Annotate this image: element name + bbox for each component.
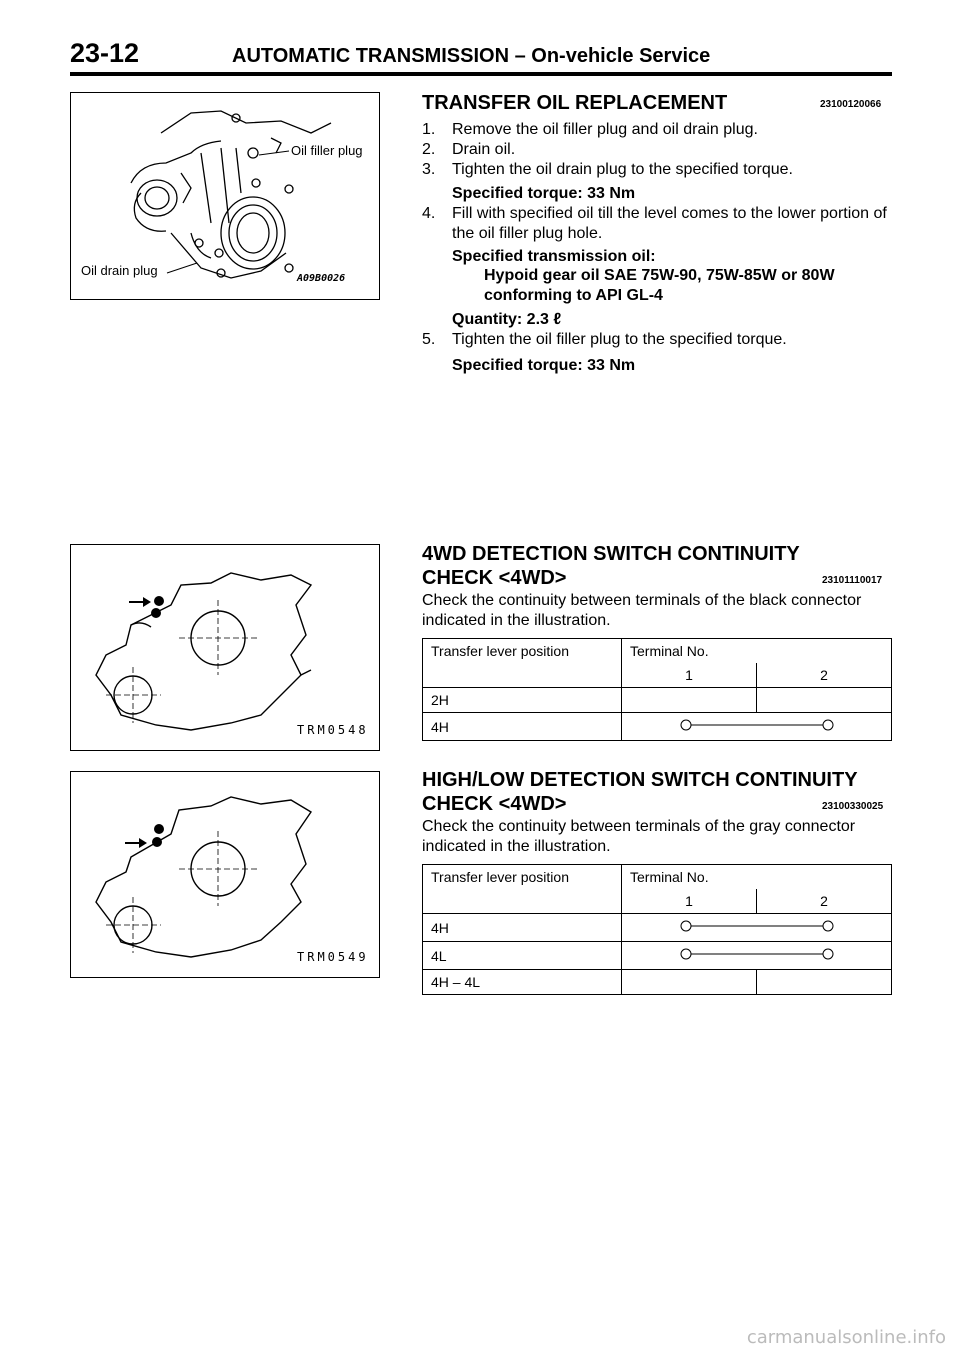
step-text: Remove the oil filler plug and oil drain plug.	[452, 121, 758, 138]
step-text: Fill with specified oil till the level comes to the lower portion of the oil filler plug hole.	[452, 205, 887, 242]
section-code: 23100330025	[822, 801, 884, 812]
page-title: AUTOMATIC TRANSMISSION – On-vehicle Service	[232, 45, 711, 67]
blank-cell	[423, 663, 622, 688]
section-title-4wd-line1: 4WD DETECTION SWITCH CONTINUITY	[422, 543, 800, 565]
step-4	[422, 204, 892, 244]
lever-position: 2H	[423, 688, 622, 713]
step-number: 4.	[422, 205, 436, 222]
oil-spec-value: Hypoid gear oil SAE 75W-90, 75W-85W or 80W conforming to API GL-4	[484, 267, 835, 304]
page-number: 23-12	[70, 38, 140, 68]
oil-drain-plug-label: Oil drain plug	[81, 263, 158, 278]
continuity-symbol	[622, 914, 890, 938]
continuity-symbol	[622, 713, 890, 737]
section-title-4wd-line2: CHECK <4WD>	[422, 567, 567, 589]
blank-cell	[423, 889, 622, 914]
step-number: 5.	[422, 331, 436, 348]
specified-torque-1: Specified torque: 33 Nm	[452, 185, 636, 202]
lever-position: 4H	[423, 914, 622, 942]
col-header-lever: Transfer lever position	[423, 639, 622, 664]
continuity-cell	[622, 914, 892, 942]
figure-code: A09B0026	[297, 273, 346, 284]
transfer-case-outline-drawing	[71, 545, 379, 750]
section-title-oil-replacement: TRANSFER OIL REPLACEMENT	[422, 92, 728, 114]
oil-spec-label: Specified transmission oil:	[452, 248, 656, 265]
table-row	[423, 914, 892, 942]
table-row	[423, 970, 892, 995]
col-header-terminal: Terminal No.	[622, 639, 892, 664]
step-number: 3.	[422, 161, 436, 178]
terminal-1-header: 1	[622, 663, 757, 688]
figure-code: TRM0548	[297, 723, 369, 737]
lever-position: 4H	[423, 713, 622, 741]
continuity-table-4wd	[422, 638, 892, 741]
terminal-2-header: 2	[756, 889, 891, 914]
figure-oil-plugs	[70, 92, 380, 300]
transfer-case-outline-drawing	[71, 772, 379, 977]
continuity-cell	[622, 713, 892, 741]
step-text: Tighten the oil drain plug to the specified torque.	[452, 161, 793, 178]
section-description: Check the continuity between terminals of the black connector indicated in the illustration.	[422, 592, 862, 629]
continuity-cell	[622, 942, 892, 970]
lever-position: 4L	[423, 942, 622, 970]
figure-code: TRM0549	[297, 950, 369, 964]
header-rule	[70, 72, 892, 76]
lever-position: 4H – 4L	[423, 970, 622, 995]
section-description: Check the continuity between terminals of the gray connector indicated in the illustration.	[422, 818, 856, 855]
figure-high-low-switch	[70, 771, 380, 978]
oil-filler-plug-label: Oil filler plug	[291, 143, 363, 158]
section-title-highlow-line1: HIGH/LOW DETECTION SWITCH CONTINUITY	[422, 769, 858, 791]
figure-4wd-switch	[70, 544, 380, 751]
table-row	[423, 942, 892, 970]
terminal-1-header: 1	[622, 889, 757, 914]
col-header-terminal: Terminal No.	[622, 865, 892, 890]
oil-quantity: Quantity: 2.3 ℓ	[452, 311, 562, 328]
table-row	[423, 688, 892, 713]
col-header-lever: Transfer lever position	[423, 865, 622, 890]
section-title-highlow-line2: CHECK <4WD>	[422, 793, 567, 815]
step-number: 1.	[422, 121, 436, 138]
terminal-2-header: 2	[756, 663, 891, 688]
specified-torque-2: Specified torque: 33 Nm	[452, 357, 636, 374]
section-code: 23101110017	[822, 575, 883, 586]
continuity-table-highlow	[422, 864, 892, 995]
table-row	[423, 713, 892, 741]
step-text: Drain oil.	[452, 141, 516, 158]
watermark: carmanualsonline.info	[746, 1327, 946, 1348]
continuity-symbol	[622, 942, 890, 966]
step-number: 2.	[422, 141, 436, 158]
section-code: 23100120066	[820, 99, 882, 110]
step-text: Tighten the oil filler plug to the specified torque.	[452, 331, 787, 348]
